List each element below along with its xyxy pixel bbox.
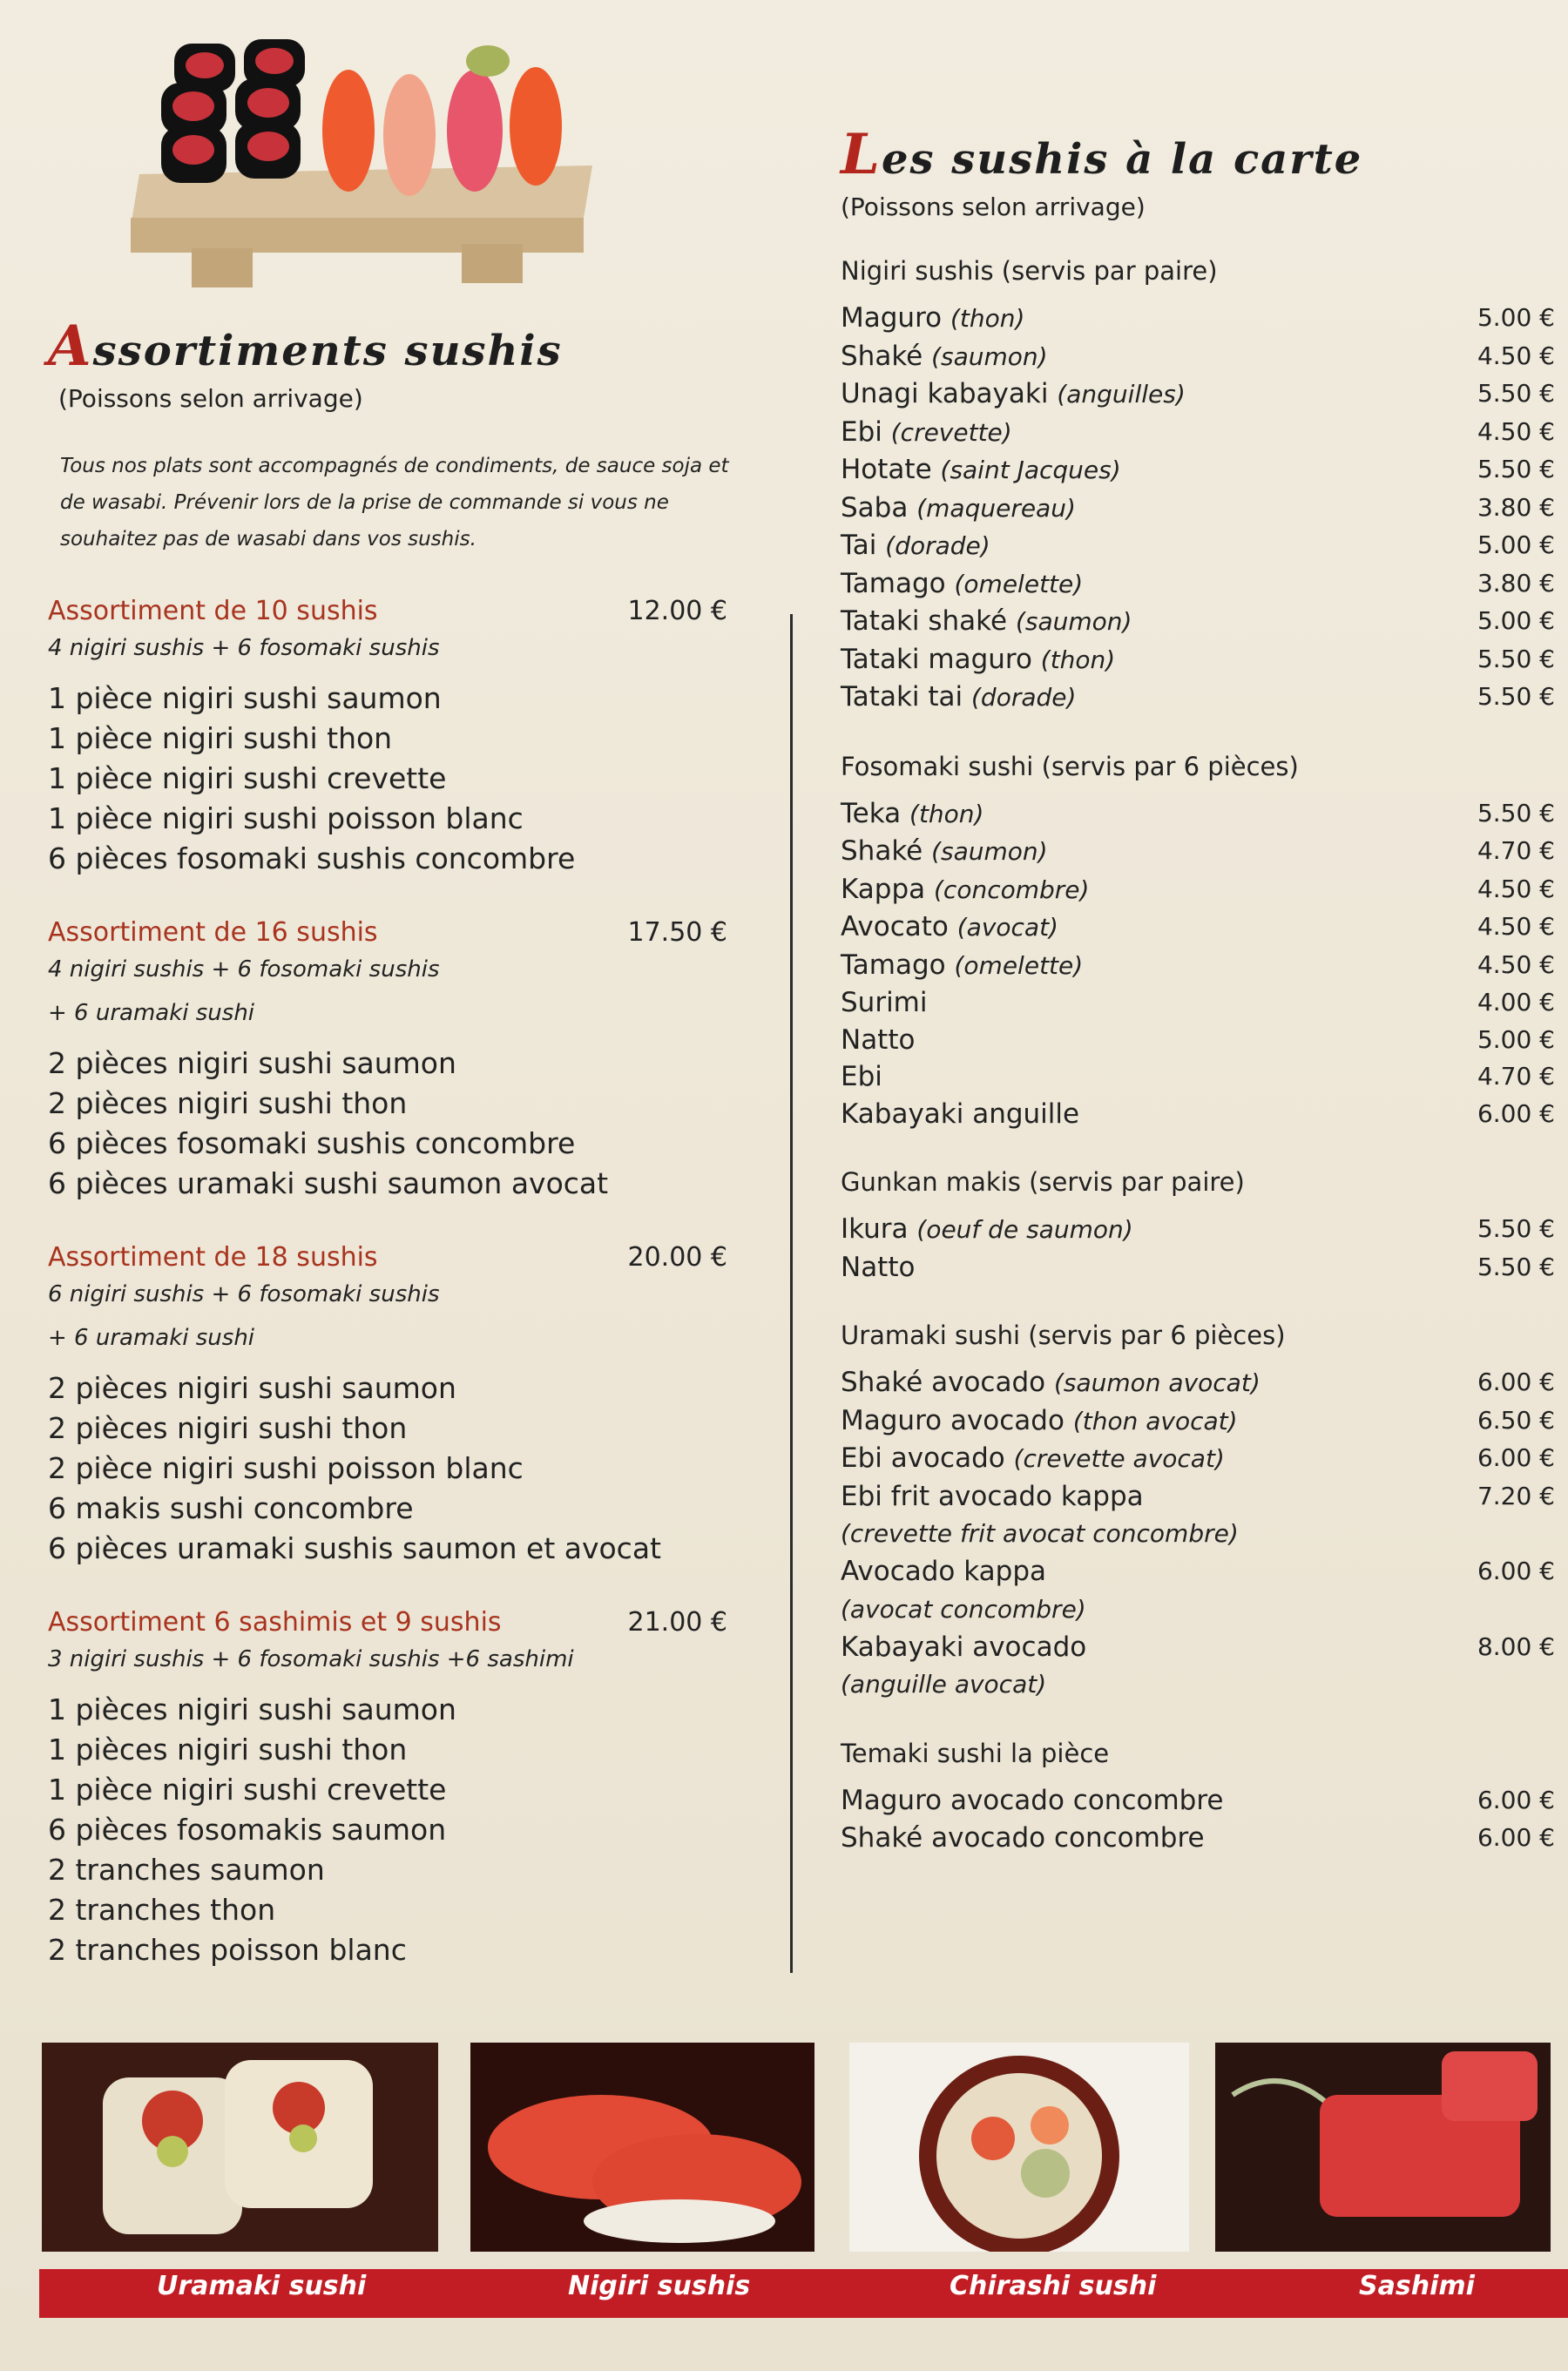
menu-item-name: Natto bbox=[841, 1251, 916, 1283]
menu-item-note: (crevette) bbox=[890, 417, 1012, 447]
assortiment-item: 6 pièces fosomaki sushis concombre bbox=[48, 1126, 576, 1160]
menu-row bbox=[841, 527, 1555, 565]
menu-row bbox=[841, 1782, 1555, 1820]
menu-row bbox=[841, 1211, 1555, 1249]
menu-item bbox=[841, 1096, 1079, 1133]
assortiments-subtitle: (Poissons selon arrivage) bbox=[58, 384, 363, 413]
menu-item bbox=[841, 1820, 1205, 1857]
menu-item bbox=[841, 833, 1048, 871]
menu-item-name: Kabayaki avocado bbox=[841, 1631, 1087, 1663]
menu-item bbox=[841, 1022, 915, 1059]
assortiment-item: 2 pièces nigiri sushi thon bbox=[48, 1411, 408, 1445]
caption-chirashi: Chirashi sushi bbox=[950, 2271, 1157, 2301]
menu-item-name: Unagi kabayaki bbox=[841, 378, 1049, 409]
caption-uramaki: Uramaki sushi bbox=[157, 2271, 367, 2301]
menu-row bbox=[841, 679, 1555, 717]
assortiment-item: 2 pièce nigiri sushi poisson blanc bbox=[48, 1451, 524, 1485]
menu-item-name: Shaké avocado concombre bbox=[841, 1821, 1205, 1854]
assortiment-item: 1 pièces nigiri sushi saumon bbox=[48, 1692, 456, 1726]
menu-item bbox=[841, 338, 1048, 376]
assortiment-item: 6 pièces fosomakis saumon bbox=[48, 1813, 447, 1847]
menu-row bbox=[841, 603, 1555, 641]
menu-item-price: 4.00 € bbox=[1477, 988, 1555, 1017]
assortiment-title: Assortiment 6 sashimis et 9 sushis bbox=[48, 1607, 502, 1638]
menu-item-name: Ebi bbox=[841, 1061, 882, 1092]
assortiment-item: 6 makis sushi concombre bbox=[48, 1491, 414, 1525]
menu-item bbox=[841, 641, 1115, 679]
assortiments-section bbox=[48, 314, 762, 1970]
menu-item-note: (crevette avocat) bbox=[1013, 1444, 1225, 1473]
menu-item-name: Natto bbox=[841, 1023, 916, 1056]
menu-item-subline: (anguille avocat) bbox=[841, 1670, 1047, 1699]
menu-item bbox=[841, 909, 1058, 947]
menu-row bbox=[841, 909, 1555, 947]
menu-row bbox=[841, 1058, 1555, 1096]
menu-row bbox=[841, 375, 1555, 414]
menu-item-note: (anguilles) bbox=[1057, 380, 1186, 409]
menu-item-name: Tamago bbox=[841, 949, 946, 981]
assortiment-desc: 4 nigiri sushis + 6 fosomaki sushis bbox=[48, 635, 440, 661]
menu-item bbox=[841, 1211, 1133, 1249]
menu-row bbox=[841, 414, 1555, 452]
menu-row bbox=[841, 871, 1555, 909]
assortiment-item: 2 pièces nigiri sushi thon bbox=[48, 1086, 408, 1120]
assortiment-item: 1 pièce nigiri sushi saumon bbox=[48, 681, 442, 715]
menu-item-note: (saumon) bbox=[931, 837, 1048, 866]
menu-item-note: (saumon) bbox=[1015, 607, 1132, 636]
sashimi-photo bbox=[1215, 2043, 1551, 2252]
menu-item-subline: (crevette frit avocat concombre) bbox=[841, 1519, 1239, 1548]
carte-section-block bbox=[841, 1167, 1555, 1286]
assortiment-item: 6 pièces uramaki sushi saumon avocat bbox=[48, 1166, 609, 1200]
assortiment-item: 6 pièces uramaki sushis saumon et avocat bbox=[48, 1531, 661, 1565]
assortiment-item: 1 pièce nigiri sushi poisson blanc bbox=[48, 801, 524, 835]
menu-item bbox=[841, 1478, 1144, 1516]
menu-item-price: 3.80 € bbox=[1477, 492, 1555, 522]
menu-item-name: Maguro bbox=[841, 302, 943, 334]
menu-row bbox=[841, 1820, 1555, 1857]
menu-item bbox=[841, 679, 1076, 717]
menu-item-name: Tataki shaké bbox=[841, 605, 1008, 637]
assortiment-desc: 6 nigiri sushis + 6 fosomaki sushis bbox=[48, 1281, 440, 1307]
menu-item-price: 4.50 € bbox=[1477, 874, 1555, 903]
photo-strip bbox=[0, 2008, 1568, 2295]
menu-item bbox=[841, 603, 1132, 641]
menu-item-price: 3.80 € bbox=[1477, 568, 1555, 598]
menu-row bbox=[841, 1440, 1555, 1478]
menu-item-price: 5.50 € bbox=[1477, 455, 1555, 483]
assortiment-item: 2 tranches thon bbox=[48, 1893, 276, 1927]
carte-section-block bbox=[841, 1739, 1555, 1856]
sushi-board-illustration bbox=[122, 35, 610, 296]
menu-item-name: Avocato bbox=[841, 911, 949, 942]
menu-row bbox=[841, 641, 1555, 679]
assortiment-item: 1 pièces nigiri sushi thon bbox=[48, 1733, 408, 1766]
menu-item-price: 4.50 € bbox=[1477, 341, 1555, 370]
chirashi-photo bbox=[849, 2043, 1189, 2252]
menu-item-note: (thon) bbox=[950, 304, 1025, 333]
assortiment-item: 1 pièce nigiri sushi crevette bbox=[48, 1773, 447, 1807]
assortiment-block bbox=[48, 596, 762, 879]
assortiment-price: 20.00 € bbox=[627, 1242, 727, 1273]
menu-row bbox=[841, 1022, 1555, 1059]
menu-row bbox=[841, 795, 1555, 834]
menu-item-subline: (avocat concombre) bbox=[841, 1594, 1086, 1624]
section-heading: Gunkan makis (servis par paire) bbox=[841, 1167, 1245, 1197]
menu-item bbox=[841, 1553, 1046, 1591]
menu-item bbox=[841, 795, 983, 834]
assortiment-title: Assortiment de 10 sushis bbox=[48, 596, 378, 626]
menu-item-note: (avocat) bbox=[956, 913, 1058, 942]
menu-item-price: 6.00 € bbox=[1477, 1557, 1555, 1585]
menu-row bbox=[841, 1478, 1555, 1516]
menu-item-name: Shaké bbox=[841, 835, 923, 867]
menu-item-price: 5.00 € bbox=[1477, 530, 1555, 559]
menu-row bbox=[841, 984, 1555, 1022]
menu-item-name: Maguro avocado concombre bbox=[841, 1785, 1224, 1816]
assortiment-desc: 3 nigiri sushis + 6 fosomaki sushis +6 sashimi bbox=[48, 1646, 574, 1672]
menu-item-note: (concombre) bbox=[934, 875, 1090, 904]
menu-item bbox=[841, 490, 1076, 528]
menu-item-note: (saint Jacques) bbox=[940, 456, 1121, 484]
menu-item-price: 5.50 € bbox=[1477, 1252, 1555, 1281]
menu-item-name: Tataki tai bbox=[841, 681, 963, 713]
section-heading: Uramaki sushi (servis par 6 pièces) bbox=[841, 1321, 1286, 1350]
caption-sashimi: Sashimi bbox=[1359, 2271, 1475, 2301]
menu-item-name: Teka bbox=[841, 797, 902, 829]
menu-item-price: 5.50 € bbox=[1477, 644, 1555, 673]
menu-item-price: 6.00 € bbox=[1477, 1443, 1555, 1472]
menu-item-price: 6.00 € bbox=[1477, 1098, 1555, 1128]
menu-item-price: 5.00 € bbox=[1477, 606, 1555, 635]
menu-row bbox=[841, 338, 1555, 376]
assortiment-item: 2 tranches saumon bbox=[48, 1853, 325, 1887]
menu-item bbox=[841, 1440, 1225, 1478]
menu-item-name: Ebi frit avocado kappa bbox=[841, 1480, 1144, 1512]
menu-item-note: (thon avocat) bbox=[1072, 1406, 1238, 1435]
menu-item bbox=[841, 1058, 882, 1096]
menu-item-price: 6.00 € bbox=[1477, 1368, 1555, 1396]
menu-item-name: Tai bbox=[841, 530, 877, 561]
menu-item-name: Ebi bbox=[841, 415, 882, 448]
menu-item bbox=[841, 565, 1083, 604]
menu-row bbox=[841, 1553, 1555, 1591]
menu-row bbox=[841, 1402, 1555, 1441]
menu-item-note: (oeuf de saumon) bbox=[916, 1215, 1133, 1244]
carte-subtitle: (Poissons selon arrivage) bbox=[841, 193, 1146, 221]
menu-item bbox=[841, 527, 990, 565]
menu-item-price: 5.00 € bbox=[1477, 1024, 1555, 1054]
menu-item-price: 4.70 € bbox=[1477, 836, 1555, 865]
menu-item bbox=[841, 1364, 1260, 1402]
menu-item bbox=[841, 451, 1121, 490]
section-heading: Temaki sushi la pièce bbox=[841, 1739, 1110, 1768]
menu-item bbox=[841, 375, 1186, 414]
menu-item-price: 4.50 € bbox=[1477, 912, 1555, 941]
assortiment-item: 6 pièces fosomaki sushis concombre bbox=[48, 841, 576, 875]
assortiment-block bbox=[48, 917, 762, 1204]
menu-row bbox=[841, 833, 1555, 871]
menu-item bbox=[841, 414, 1012, 452]
menu-item-name: Kabayaki anguille bbox=[841, 1098, 1080, 1130]
menu-item-name: Ikura bbox=[841, 1213, 909, 1245]
menu-item-note: (dorade) bbox=[885, 531, 990, 560]
menu-item-price: 5.50 € bbox=[1477, 682, 1555, 711]
menu-item-price: 8.00 € bbox=[1477, 1631, 1555, 1661]
assortiment-item: 1 pièce nigiri sushi thon bbox=[48, 721, 393, 755]
menu-item bbox=[841, 984, 928, 1022]
assortiment-block bbox=[48, 1607, 762, 1970]
menu-item-note: (saumon avocat) bbox=[1053, 1368, 1260, 1397]
assortiment-title: Assortiment de 18 sushis bbox=[48, 1242, 378, 1273]
menu-item bbox=[841, 871, 1089, 909]
menu-item-price: 7.20 € bbox=[1477, 1481, 1555, 1510]
menu-row bbox=[841, 1364, 1555, 1402]
menu-item bbox=[841, 1782, 1223, 1820]
column-divider bbox=[790, 614, 793, 1973]
menu-item-price: 6.00 € bbox=[1477, 1786, 1555, 1814]
menu-item-name: Tataki maguro bbox=[841, 643, 1032, 675]
carte-section-block bbox=[841, 752, 1555, 1133]
assortiment-item: 1 pièce nigiri sushi crevette bbox=[48, 761, 447, 795]
menu-item-price: 4.70 € bbox=[1477, 1062, 1555, 1091]
menu-item-name: Shaké bbox=[841, 340, 923, 372]
menu-row bbox=[841, 565, 1555, 604]
assortiments-title: Assortiments sushis bbox=[48, 314, 563, 379]
assortiment-desc: + 6 uramaki sushi bbox=[48, 1000, 255, 1026]
assortiment-desc: + 6 uramaki sushi bbox=[48, 1325, 255, 1351]
assortiments-intro: Tous nos plats sont accompagnés de condiments, de sauce soja et de wasabi. Prévenir lors de la prise de commande si vous ne souhaitez pas de wasabi dans vos sushis. bbox=[60, 455, 729, 551]
carte-section-block bbox=[841, 256, 1555, 717]
assortiment-desc: 4 nigiri sushis + 6 fosomaki sushis bbox=[48, 956, 440, 983]
menu-item-name: Kappa bbox=[841, 873, 926, 905]
menu-item bbox=[841, 300, 1024, 338]
menu-item-price: 6.50 € bbox=[1477, 1405, 1555, 1435]
menu-item-price: 5.50 € bbox=[1477, 1214, 1555, 1243]
menu-item-note: (omelette) bbox=[954, 569, 1084, 598]
assortiment-item: 2 pièces nigiri sushi saumon bbox=[48, 1371, 456, 1405]
carte-section-block bbox=[841, 1321, 1555, 1704]
assortiment-price: 21.00 € bbox=[627, 1607, 727, 1638]
menu-row bbox=[841, 1096, 1555, 1133]
menu-row bbox=[841, 1629, 1555, 1666]
menu-item-note: (thon) bbox=[909, 799, 984, 828]
menu-row bbox=[841, 947, 1555, 985]
menu-row bbox=[841, 300, 1555, 338]
menu-item-price: 6.00 € bbox=[1477, 1822, 1555, 1852]
section-heading: Fosomaki sushi (servis par 6 pièces) bbox=[841, 751, 1299, 781]
menu-item bbox=[841, 1629, 1086, 1666]
menu-item-price: 5.50 € bbox=[1477, 798, 1555, 827]
menu-item-name: Hotate bbox=[841, 454, 932, 485]
carte-sections bbox=[841, 256, 1555, 1856]
menu-item-name: Ebi avocado bbox=[841, 1442, 1005, 1474]
menu-item bbox=[841, 1249, 915, 1287]
menu-item-name: Surimi bbox=[841, 987, 928, 1018]
menu-item-name: Avocado kappa bbox=[841, 1556, 1046, 1587]
assortiment-block bbox=[48, 1242, 762, 1569]
menu-item bbox=[841, 1402, 1238, 1441]
menu-item-price: 4.50 € bbox=[1477, 949, 1555, 979]
menu-item-price: 5.50 € bbox=[1477, 379, 1555, 408]
carte-title: Les sushis à la carte bbox=[841, 122, 1363, 187]
assortiment-title: Assortiment de 16 sushis bbox=[48, 917, 378, 948]
menu-item-price: 4.50 € bbox=[1477, 416, 1555, 446]
caption-nigiri: Nigiri sushis bbox=[568, 2271, 751, 2301]
section-heading: Nigiri sushis (servis par paire) bbox=[841, 256, 1218, 286]
uramaki-photo bbox=[42, 2043, 438, 2252]
menu-item-note: (dorade) bbox=[971, 683, 1077, 712]
carte-section bbox=[841, 122, 1555, 1856]
menu-row bbox=[841, 490, 1555, 528]
assortiment-price: 17.50 € bbox=[627, 917, 727, 948]
menu-row bbox=[841, 1249, 1555, 1287]
assortiment-price: 12.00 € bbox=[627, 596, 727, 626]
nigiri-photo bbox=[470, 2043, 814, 2252]
menu-item-name: Tamago bbox=[841, 567, 946, 599]
assortiment-item: 2 tranches poisson blanc bbox=[48, 1933, 407, 1967]
menu-item-name: Maguro avocado bbox=[841, 1404, 1064, 1436]
menu-item bbox=[841, 947, 1083, 985]
assortiment-item: 2 pièces nigiri sushi saumon bbox=[48, 1046, 456, 1080]
menu-row bbox=[841, 451, 1555, 490]
menu-item-price: 5.00 € bbox=[1477, 303, 1555, 332]
menu-item-note: (thon) bbox=[1040, 645, 1116, 674]
menu-item-note: (maquereau) bbox=[916, 493, 1076, 523]
menu-item-note: (saumon) bbox=[931, 341, 1048, 371]
menu-item-note: (omelette) bbox=[954, 950, 1084, 980]
menu-item-name: Shaké avocado bbox=[841, 1367, 1046, 1398]
menu-item-name: Saba bbox=[841, 491, 909, 524]
